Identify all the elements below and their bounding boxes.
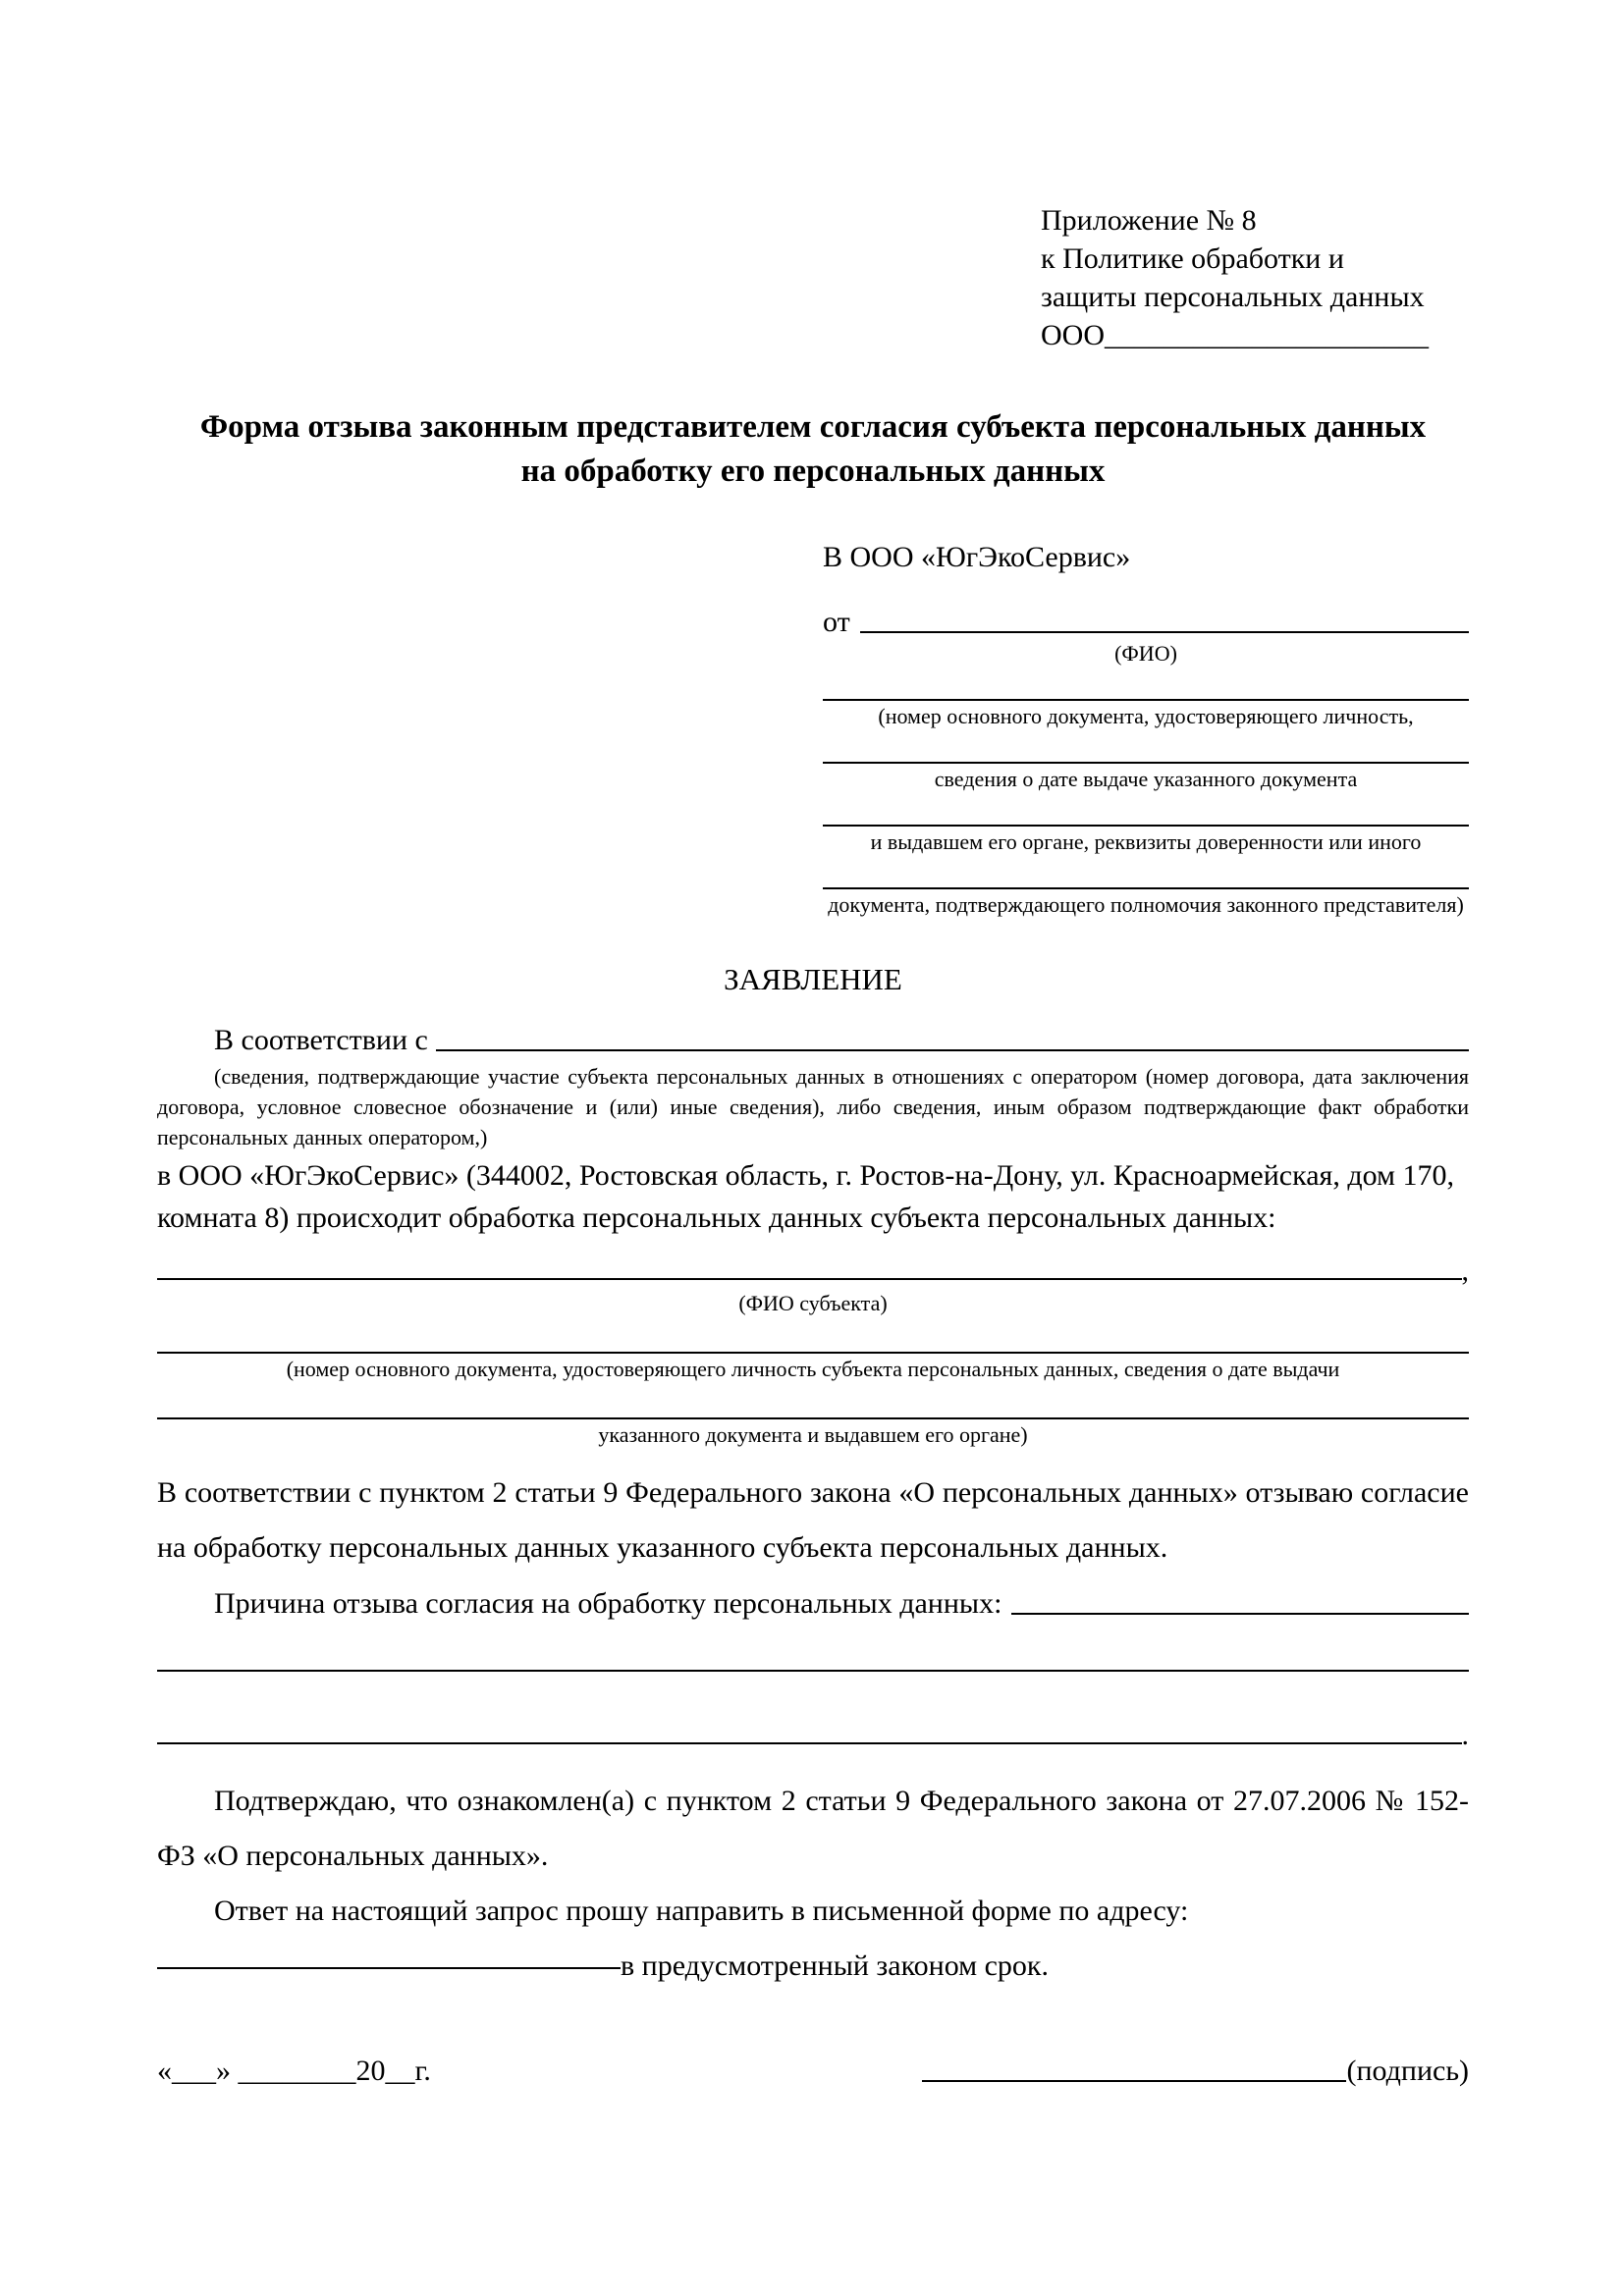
date-blank: «___» ________20__г.: [157, 2055, 431, 2087]
signature-caption: (подпись): [1346, 2055, 1469, 2087]
representative-doc-field-3: [823, 825, 1469, 855]
appendix-line-1: Приложение № 8: [1041, 204, 1257, 237]
reason-blank-line-3: [157, 1719, 1469, 1752]
subject-fio-caption: (ФИО субъекта): [738, 1291, 888, 1315]
reply-paragraph: Ответ на настоящий запрос прошу направить в письменной форме по адресу:: [214, 1895, 1189, 1927]
blank-line: [823, 887, 1469, 889]
reply-address-field: [157, 1939, 1469, 1994]
subject-fields: [157, 1255, 1469, 1448]
subject-fio-comma: ,: [1461, 1255, 1469, 1287]
appendix-block: [1041, 201, 1435, 354]
from-blank-line: [860, 631, 1469, 633]
field-caption: сведения о дате выдаче указанного документа: [934, 767, 1358, 791]
statement-heading: ЗАЯВЛЕНИЕ: [724, 962, 902, 996]
footer: [157, 2055, 1469, 2088]
subject-doc-field-1: [157, 1352, 1469, 1382]
subject-doc-caption-1: (номер основного документа, удостоверяющего личность субъекта персональных данных, сведения о дате выдачи: [286, 1357, 1340, 1381]
signature-field: [922, 2055, 1469, 2088]
withdraw-paragraph: В соответствии с пунктом 2 статьи 9 Федерального закона «О персональных данных» отзываю согласие на обработку персональных данных указанного субъекта персональных данных.: [157, 1476, 1469, 1564]
from-label: от: [823, 606, 850, 638]
accordance-label: В соответствии с: [214, 1024, 428, 1056]
blank-line: [157, 1417, 1469, 1419]
appendix-line-3: защиты персональных данных: [1041, 281, 1425, 313]
representative-doc-field-2: [823, 762, 1469, 792]
reason-label: Причина отзыва согласия на обработку персональных данных:: [214, 1587, 1002, 1620]
reason-field: [157, 1587, 1469, 1621]
page-title: Форма отзыва законным представителем согласия субъекта персональных данных на обработку его персональных данных: [199, 409, 1427, 489]
blank-line: [823, 762, 1469, 764]
representative-doc-field-4: [823, 887, 1469, 918]
reason-end-period: .: [1461, 1719, 1469, 1751]
subject-doc-caption-2: указанного документа и выдавшем его органе): [598, 1422, 1028, 1447]
reason-blank-line-2: [157, 1670, 1469, 1672]
blank-line: [823, 699, 1469, 701]
representative-doc-field-1: [823, 699, 1469, 729]
addressee-block: [823, 539, 1469, 918]
subject-doc-field-2: [157, 1417, 1469, 1448]
addressee-to: В ООО «ЮгЭкоСервис»: [823, 541, 1131, 573]
field-caption: и выдавшем его органе, реквизиты доверенности или иного: [870, 829, 1422, 854]
appendix-line-2: к Политике обработки и: [1041, 242, 1344, 275]
signature-blank-line: [922, 2080, 1346, 2082]
fio-caption: (ФИО): [1114, 641, 1177, 666]
appendix-ooo-blank: ООО______________________: [1041, 319, 1429, 351]
accordance-field: [157, 1024, 1469, 1057]
subject-fio-blank-line: [157, 1278, 1462, 1280]
blank-line: [157, 1742, 1462, 1744]
field-caption: (номер основного документа, удостоверяющего личность,: [878, 704, 1414, 728]
subject-fio-field: [157, 1255, 1469, 1316]
confirm-paragraph: Подтверждаю, что ознакомлен(а) с пунктом 2 статьи 9 Федерального закона от 27.07.2006 № 152-ФЗ «О персональных данных».: [157, 1785, 1469, 1872]
field-caption: документа, подтверждающего полномочия законного представителя): [828, 892, 1464, 917]
reason-blank-line: [1011, 1613, 1469, 1615]
from-field: [823, 606, 1469, 639]
reply-address-blank-line: [157, 1967, 621, 1969]
blank-line: [823, 825, 1469, 827]
reply-suffix: в предусмотренный законом срок.: [621, 1949, 1049, 1982]
operator-paragraph: в ООО «ЮгЭкоСервис» (344002, Ростовская область, г. Ростов-на-Дону, ул. Красноармейская, дом 170, комната 8) происходит обработка персональных данных субъекта персональных данных:: [157, 1159, 1454, 1234]
accordance-blank-line: [436, 1049, 1469, 1051]
blank-line: [157, 1352, 1469, 1354]
accordance-note: (сведения, подтверждающие участие субъекта персональных данных в отношениях с оператором (номер договора, дата заключения договора, условное словесное обозначение и (или) иные сведения), либо сведения, иным образом подтверждающие факт обработки персональных данных оператором,): [157, 1064, 1469, 1149]
